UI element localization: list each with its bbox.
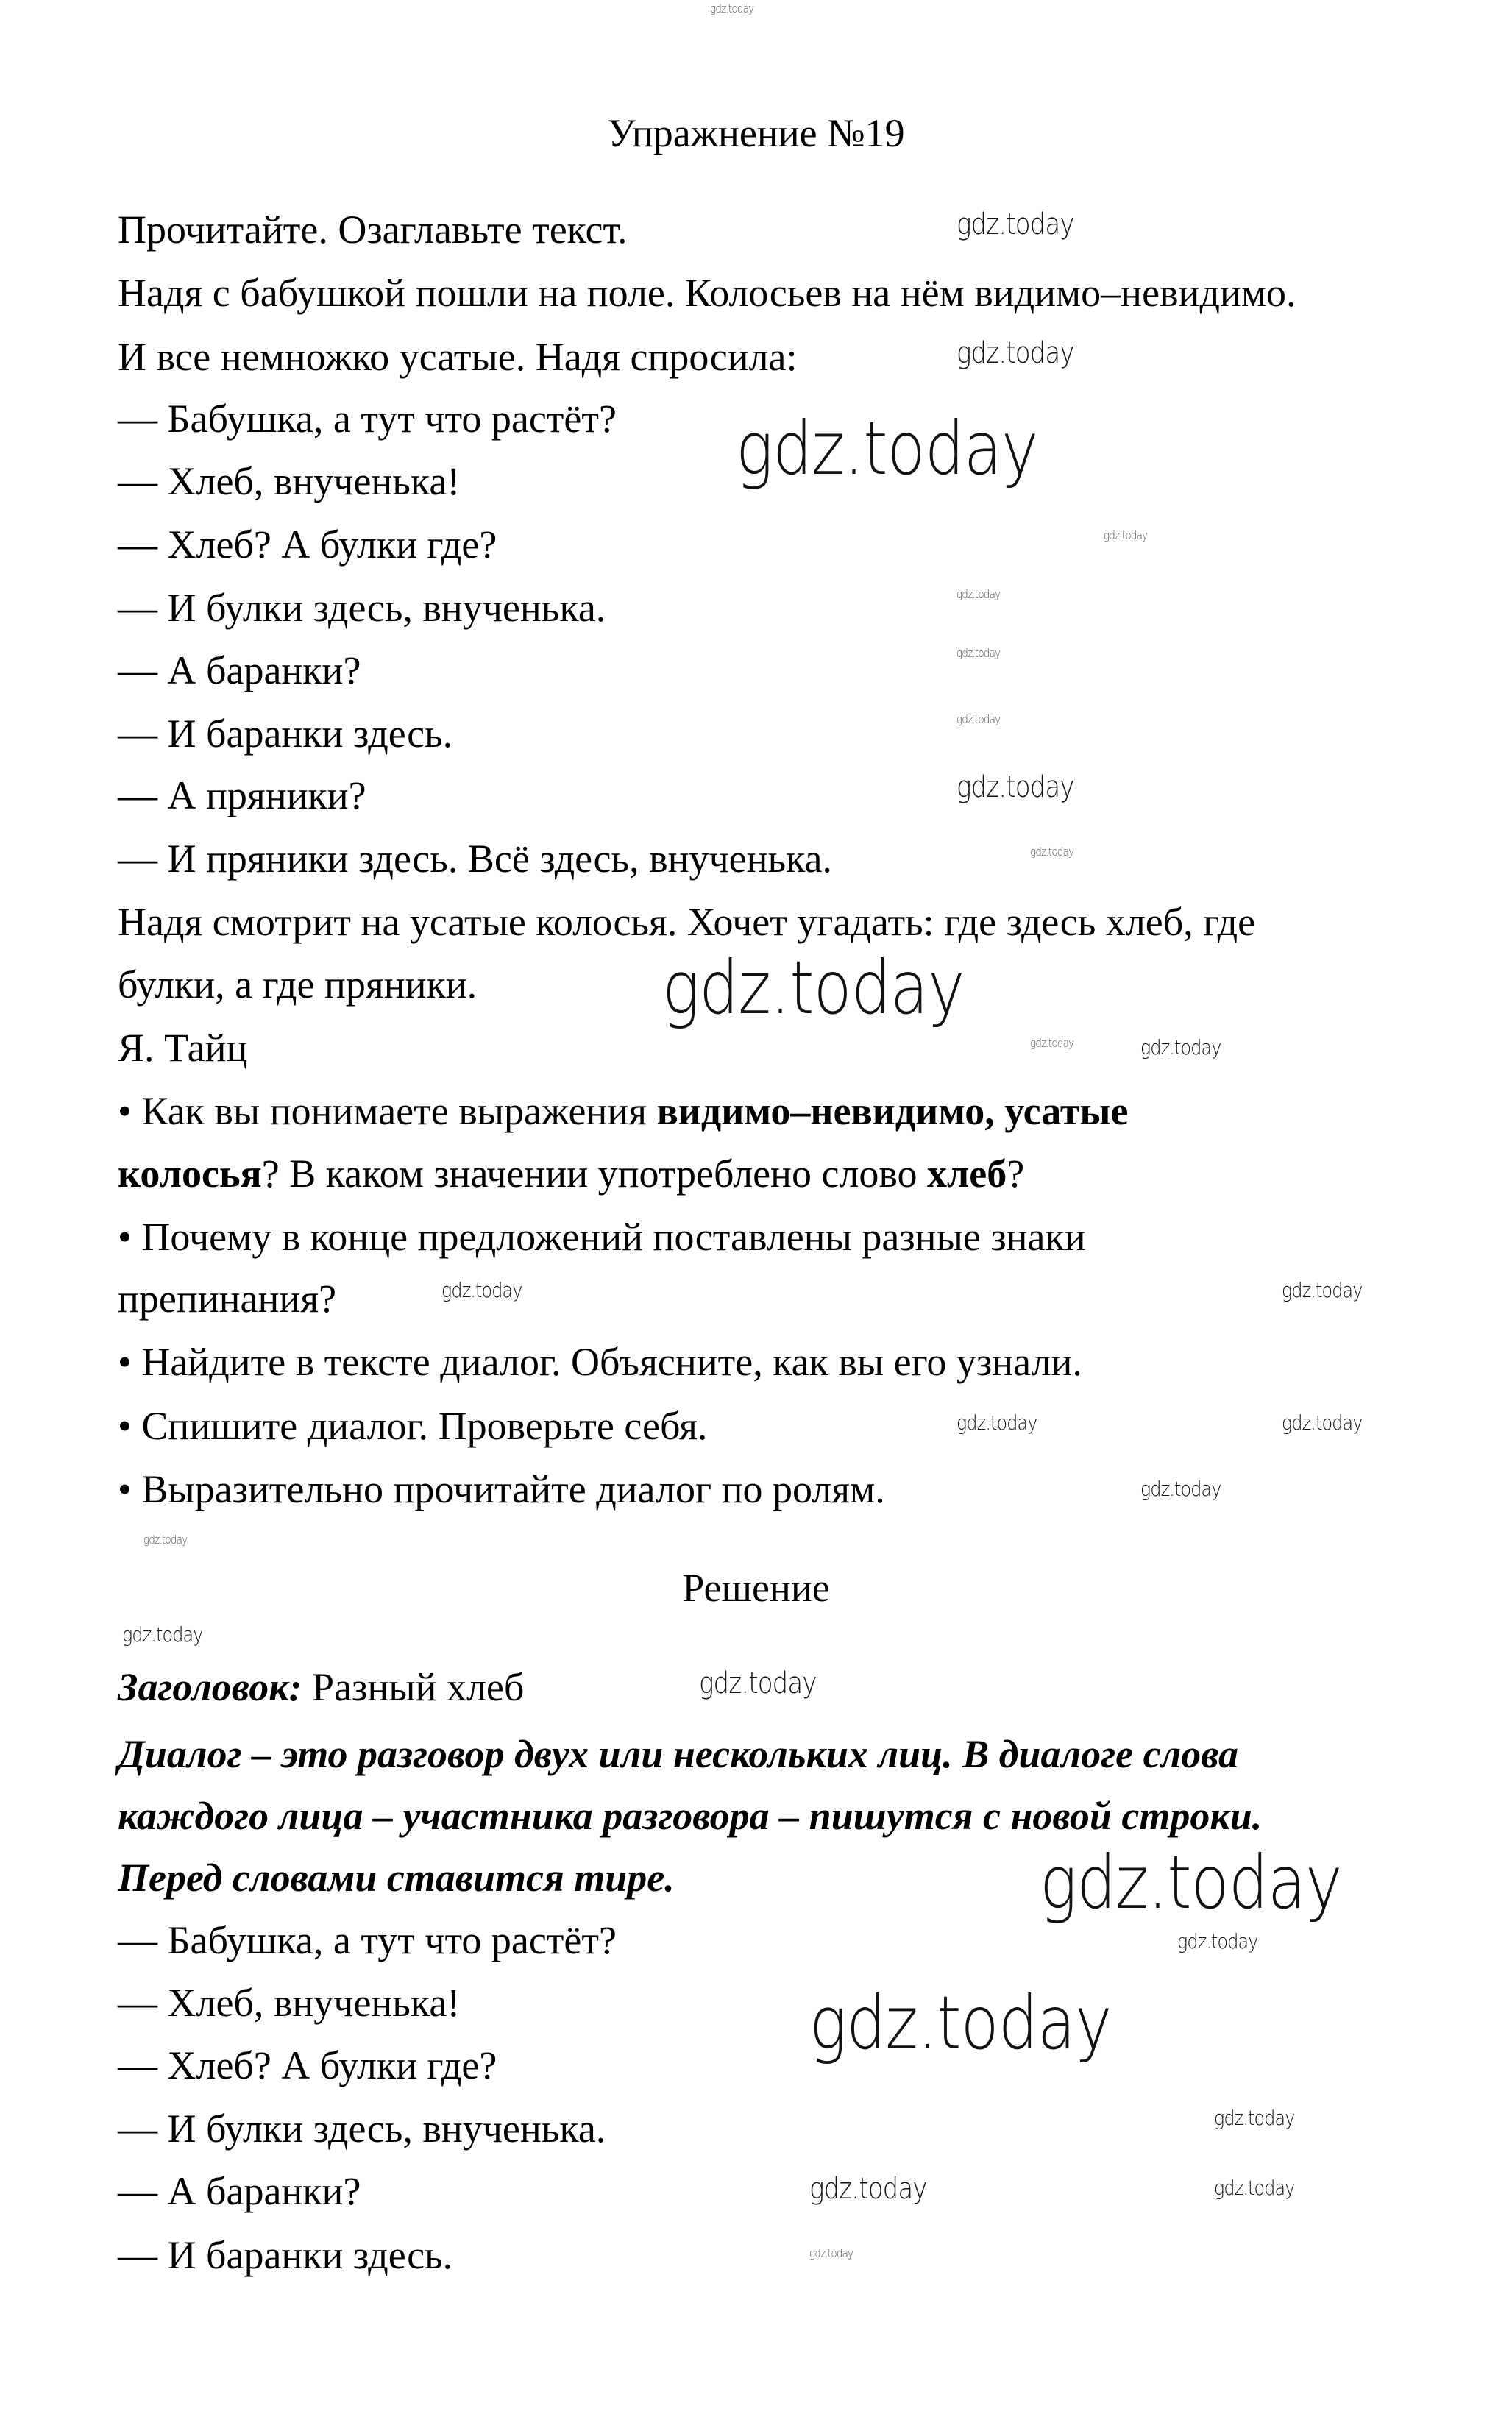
story-line: — А пряники? <box>118 773 366 817</box>
watermark: gdz.today <box>1030 845 1074 859</box>
watermark: gdz.today <box>809 1980 1112 2066</box>
dialog-line: — И булки здесь, внученька. <box>118 2107 606 2151</box>
watermark: gdz.today <box>1140 1477 1221 1501</box>
story-line: Надя смотрит на усатые колосья. Хочет угадать: где здесь хлеб, где <box>118 900 1256 944</box>
watermark: gdz.today <box>956 712 1001 726</box>
watermark: gdz.today <box>1177 1929 1258 1953</box>
question-emphasis: видимо–невидимо, усатые <box>656 1089 1129 1133</box>
watermark: gdz.today <box>1140 1035 1221 1060</box>
watermark: gdz.today <box>1030 1036 1074 1050</box>
question-emphasis: хлеб <box>927 1151 1007 1196</box>
watermark: gdz.today <box>1214 2106 1295 2130</box>
watermark: gdz.today <box>956 770 1074 804</box>
story-line: И все немножко усатые. Надя спросила: <box>118 335 798 379</box>
story-author: Я. Тайц <box>118 1026 248 1070</box>
question-text: • Как вы понимаете выражения <box>118 1089 657 1133</box>
watermark: gdz.today <box>1040 1839 1342 1926</box>
watermark: gdz.today <box>143 1533 188 1547</box>
story-line: — И булки здесь, внученька. <box>118 586 606 630</box>
question-text: ? В каком значении употреблено слово <box>261 1151 927 1196</box>
question-1 <box>118 1079 1129 1143</box>
watermark: gdz.today <box>699 1667 817 1700</box>
watermark: gdz.today <box>122 1622 203 1647</box>
question-3: • Найдите в тексте диалог. Объясните, как вы его узнали. <box>118 1340 1082 1384</box>
watermark: gdz.today <box>956 587 1001 601</box>
watermark: gdz.today <box>736 405 1038 491</box>
dialog-line: — И баранки здесь. <box>118 2233 453 2277</box>
story-line: — Хлеб, внученька! <box>118 459 461 503</box>
question-5: • Выразительно прочитайте диалог по ролям. <box>118 1467 885 1511</box>
watermark: gdz.today <box>956 207 1074 241</box>
story-line: — И пряники здесь. Всё здесь, внученька. <box>118 837 833 881</box>
dialog-line: — Хлеб, внученька! <box>118 1981 461 2025</box>
question-1-cont <box>118 1142 1024 1205</box>
watermark: gdz.today <box>956 336 1074 370</box>
question-emphasis: колосья <box>118 1151 262 1196</box>
watermark: gdz.today <box>441 1278 522 1302</box>
story-line: — А баранки? <box>118 648 361 692</box>
watermark: gdz.today <box>956 646 1001 660</box>
question-text: ? <box>1007 1151 1025 1196</box>
dialog-line: — Хлеб? А булки где? <box>118 2043 497 2087</box>
story-line: Надя с бабушкой пошли на поле. Колосьев на нём видимо–невидимо. <box>118 271 1296 315</box>
question-4: • Спишите диалог. Проверьте себя. <box>118 1404 708 1448</box>
watermark: gdz.today <box>956 1410 1037 1435</box>
exercise-title: Упражнение №19 <box>607 111 905 155</box>
watermark: gdz.today <box>662 945 965 1031</box>
rule-line: Перед словами ставится тире. <box>118 1856 675 1900</box>
rule-line: Диалог – это разговор двух или нескольких лиц. В диалоге слова <box>118 1732 1239 1776</box>
title-value: Разный хлеб <box>302 1665 525 1709</box>
story-line: — Хлеб? А булки где? <box>118 522 497 567</box>
story-line: — И баранки здесь. <box>118 711 453 756</box>
watermark: gdz.today <box>1104 528 1148 542</box>
question-2-cont: препинания? <box>118 1277 337 1321</box>
story-line: — Бабушка, а тут что растёт? <box>118 397 617 441</box>
rule-line: каждого лица – участника разговора – пишутся с новой строки. <box>118 1794 1263 1838</box>
watermark: gdz.today <box>1282 1278 1363 1302</box>
question-2: • Почему в конце предложений поставлены разные знаки <box>118 1215 1086 1259</box>
watermark: gdz.today <box>1282 1410 1363 1435</box>
dialog-line: — А баранки? <box>118 2169 361 2213</box>
task-text: Прочитайте. Озаглавьте текст. <box>118 207 628 252</box>
solution-heading: Решение <box>682 1566 830 1610</box>
story-line: булки, а где пряники. <box>118 962 478 1007</box>
watermark: gdz.today <box>710 1 754 15</box>
solution-title <box>118 1655 524 1719</box>
watermark: gdz.today <box>809 2246 853 2260</box>
dialog-line: — Бабушка, а тут что растёт? <box>118 1918 617 1962</box>
watermark: gdz.today <box>1214 2176 1295 2200</box>
watermark: gdz.today <box>809 2172 927 2206</box>
title-label: Заголовок: <box>118 1665 302 1709</box>
